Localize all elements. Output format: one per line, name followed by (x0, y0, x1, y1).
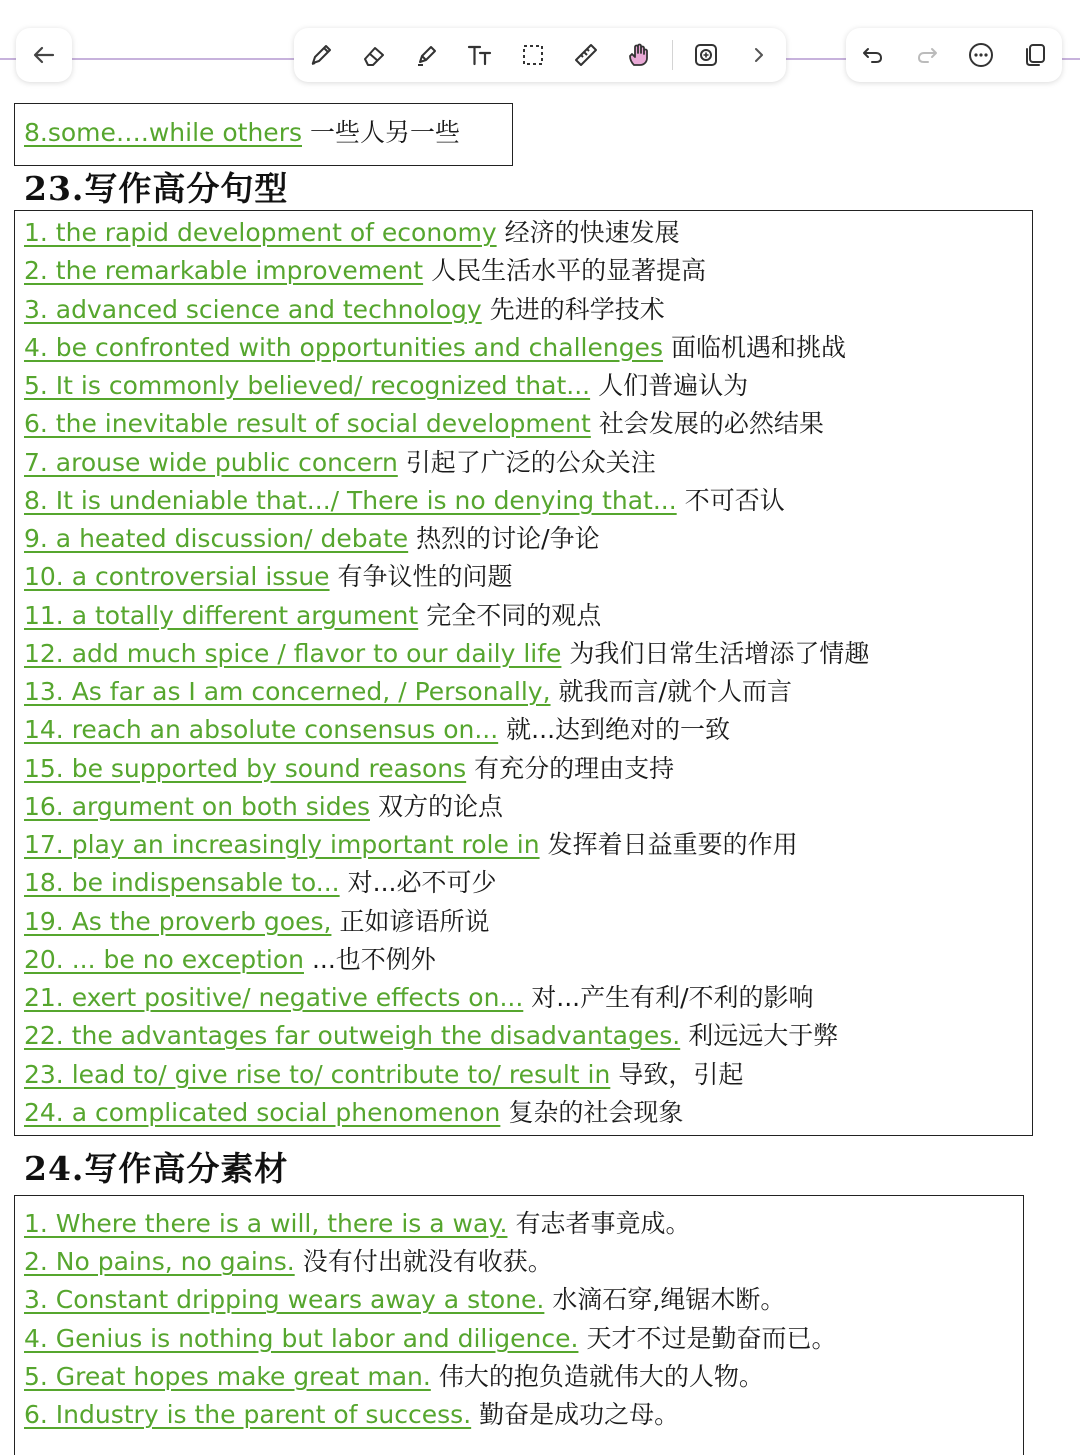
toolbar-expand-button[interactable] (739, 35, 779, 75)
phrase-english: 12. add much spice / flavor to our daily life (24, 638, 562, 668)
lasso-select-button[interactable] (513, 35, 553, 75)
eraser-icon (359, 40, 389, 70)
phrase-row (24, 943, 436, 977)
redo-button[interactable] (907, 35, 947, 75)
sticker-icon (691, 40, 721, 70)
phrase-row (24, 446, 656, 480)
phrase-english: 2. No pains, no gains. (24, 1247, 295, 1277)
phrase-row (24, 560, 513, 594)
phrase-chinese: 完全不同的观点 (426, 600, 602, 630)
phrase-row (24, 790, 503, 824)
phrase-row (24, 1283, 785, 1317)
ruler-tool-button[interactable] (566, 35, 606, 75)
phrase-english: 1. Where there is a will, there is a way. (24, 1209, 508, 1238)
phrase-chinese: ...也不例外 (311, 944, 436, 974)
lasso-select-icon (518, 40, 548, 70)
phrase-row (24, 407, 824, 441)
phrase-english: 6. Industry is the parent of success. (24, 1400, 472, 1429)
back-button-group (16, 28, 72, 82)
hand-tool-button[interactable] (619, 35, 659, 75)
redo-icon (912, 40, 942, 70)
phrase-chinese: 伟大的抱负造就伟大的人物。 (438, 1361, 764, 1391)
phrase-chinese: 引起了广泛的公众关注 (405, 447, 656, 477)
document-actions-toolbar (846, 28, 1062, 82)
phrase-row (24, 981, 814, 1015)
phrase-row (24, 1245, 553, 1279)
arrow-left-icon (29, 40, 59, 70)
phrase-row (24, 866, 496, 900)
phrase-english: 24. a complicated social phenomenon (24, 1097, 501, 1127)
phrase-chinese: 人们普遍认为 (598, 371, 749, 400)
phrase-english: 18. be indispensable to... (24, 868, 340, 898)
phrase-row (24, 637, 869, 671)
phrase-english: 21. exert positive/ negative effects on... (24, 983, 524, 1012)
phrase-row (24, 828, 798, 862)
hand-icon (624, 40, 654, 70)
section-23-title: 23.写作高分句型 (24, 169, 289, 208)
phrase-chinese: 勤奋是成功之母。 (479, 1400, 680, 1429)
phrase-row (24, 1398, 679, 1432)
top-phrase-row (24, 116, 460, 150)
phrase-row (24, 1058, 743, 1092)
phrase-chinese: 发挥着日益重要的作用 (547, 830, 798, 859)
phrase-english: 10. a controversial issue (24, 562, 330, 592)
phrase-chinese: 导致，引起 (618, 1059, 744, 1089)
phrase-english: 11. a totally different argument (24, 600, 419, 630)
phrase-chinese: 就我而言/就个人而言 (558, 677, 792, 706)
phrase-chinese: 复杂的社会现象 (508, 1097, 684, 1127)
highlighter-icon (412, 40, 442, 70)
phrase-english: 5. Great hopes make great man. (24, 1361, 431, 1391)
phrase-chinese: 热烈的讨论/争论 (416, 524, 600, 553)
phrase-row (24, 254, 706, 288)
phrase-english: 1. the rapid development of economy (24, 218, 497, 247)
more-options-button[interactable] (961, 35, 1001, 75)
phrase-chinese: 正如谚语所说 (339, 906, 490, 936)
phrase-chinese: 为我们日常生活增添了情趣 (569, 638, 870, 668)
phrase-chinese: 人民生活水平的显著提高 (431, 256, 707, 286)
phrase-english: 13. As far as I am concerned, / Personally, (24, 677, 551, 706)
text-tool-button[interactable] (460, 35, 500, 75)
phrase-english: 6. the inevitable result of social development (24, 409, 591, 439)
phrase-row (24, 522, 600, 556)
phrase-english: 8.some….while others (24, 118, 302, 147)
phrase-english: 4. be confronted with opportunities and challenges (24, 332, 663, 362)
undo-icon (858, 40, 888, 70)
phrase-row (24, 905, 489, 939)
phrase-row (24, 331, 846, 365)
phrase-english: 20. ... be no exception (24, 944, 304, 974)
phrase-row (24, 1096, 683, 1130)
phrase-row (24, 1322, 836, 1356)
phrase-english: 19. As the proverb goes, (24, 906, 332, 936)
section-24-title: 24.写作高分素材 (24, 1149, 289, 1188)
phrase-english: 7. arouse wide public concern (24, 447, 398, 477)
back-button[interactable] (24, 35, 64, 75)
phrase-chinese: 先进的科学技术 (489, 294, 665, 324)
phrase-row (24, 216, 680, 250)
phrase-row (24, 1207, 690, 1241)
phrase-english: 8. It is undeniable that.../ There is no denying that... (24, 485, 677, 515)
phrase-english: 5. It is commonly believed/ recognized that... (24, 371, 591, 400)
phrase-row (24, 293, 665, 327)
phrase-chinese: 面临机遇和挑战 (670, 332, 846, 362)
more-icon (966, 40, 996, 70)
phrase-chinese: 一些人另一些 (310, 118, 461, 147)
phrase-chinese: 对...必不可少 (347, 868, 497, 898)
pen-icon (306, 40, 336, 70)
text-icon (465, 40, 495, 70)
phrase-english: 3. Constant dripping wears away a stone. (24, 1285, 545, 1315)
phrase-chinese: 天才不过是勤奋而已。 (586, 1323, 837, 1353)
phrase-row (24, 752, 674, 786)
phrase-chinese: 双方的论点 (378, 791, 504, 821)
phrase-english: 17. play an increasingly important role in (24, 830, 540, 859)
phrase-english: 3. advanced science and technology (24, 294, 482, 324)
eraser-tool-button[interactable] (354, 35, 394, 75)
phrase-english: 22. the advantages far outweigh the disadvantages. (24, 1021, 681, 1051)
phrase-chinese: 利远远大于弊 (688, 1021, 839, 1051)
toolbar-separator (672, 40, 673, 70)
phrase-row (24, 1360, 764, 1394)
sticker-tool-button[interactable] (686, 35, 726, 75)
highlighter-tool-button[interactable] (407, 35, 447, 75)
pen-tool-button[interactable] (301, 35, 341, 75)
phrase-english: 15. be supported by sound reasons (24, 753, 467, 783)
phrase-row (24, 599, 601, 633)
drawing-toolbar (294, 28, 786, 82)
undo-button[interactable] (853, 35, 893, 75)
phrase-english: 23. lead to/ give rise to/ contribute to/ result in (24, 1059, 611, 1089)
phrase-english: 9. a heated discussion/ debate (24, 524, 409, 553)
ruler-icon (571, 40, 601, 70)
phrase-row (24, 675, 792, 709)
phrase-chinese: 对...产生有利/不利的影响 (531, 983, 814, 1012)
phrase-chinese: 有充分的理由支持 (474, 753, 675, 783)
phrase-chinese: 不可否认 (684, 485, 785, 515)
phrase-english: 14. reach an absolute consensus on... (24, 715, 499, 745)
pages-button[interactable] (1015, 35, 1055, 75)
phrase-row (24, 369, 748, 403)
phrase-chinese: 就...达到绝对的一致 (506, 715, 731, 745)
phrase-english: 2. the remarkable improvement (24, 256, 424, 286)
pages-icon (1020, 40, 1050, 70)
phrase-chinese: 经济的快速发展 (504, 218, 680, 247)
phrase-chinese: 有志者事竟成。 (515, 1209, 691, 1238)
phrase-chinese: 水滴石穿,绳锯木断。 (552, 1285, 786, 1315)
phrase-chinese: 没有付出就没有收获。 (302, 1247, 553, 1277)
phrase-row (24, 713, 730, 747)
phrase-row (24, 484, 785, 518)
phrase-row (24, 1019, 838, 1053)
phrase-chinese: 有争议性的问题 (337, 562, 513, 592)
phrase-english: 4. Genius is nothing but labor and diligence. (24, 1323, 579, 1353)
phrase-english: 16. argument on both sides (24, 791, 370, 821)
phrase-chinese: 社会发展的必然结果 (598, 409, 824, 439)
chevron-right-icon (744, 40, 774, 70)
